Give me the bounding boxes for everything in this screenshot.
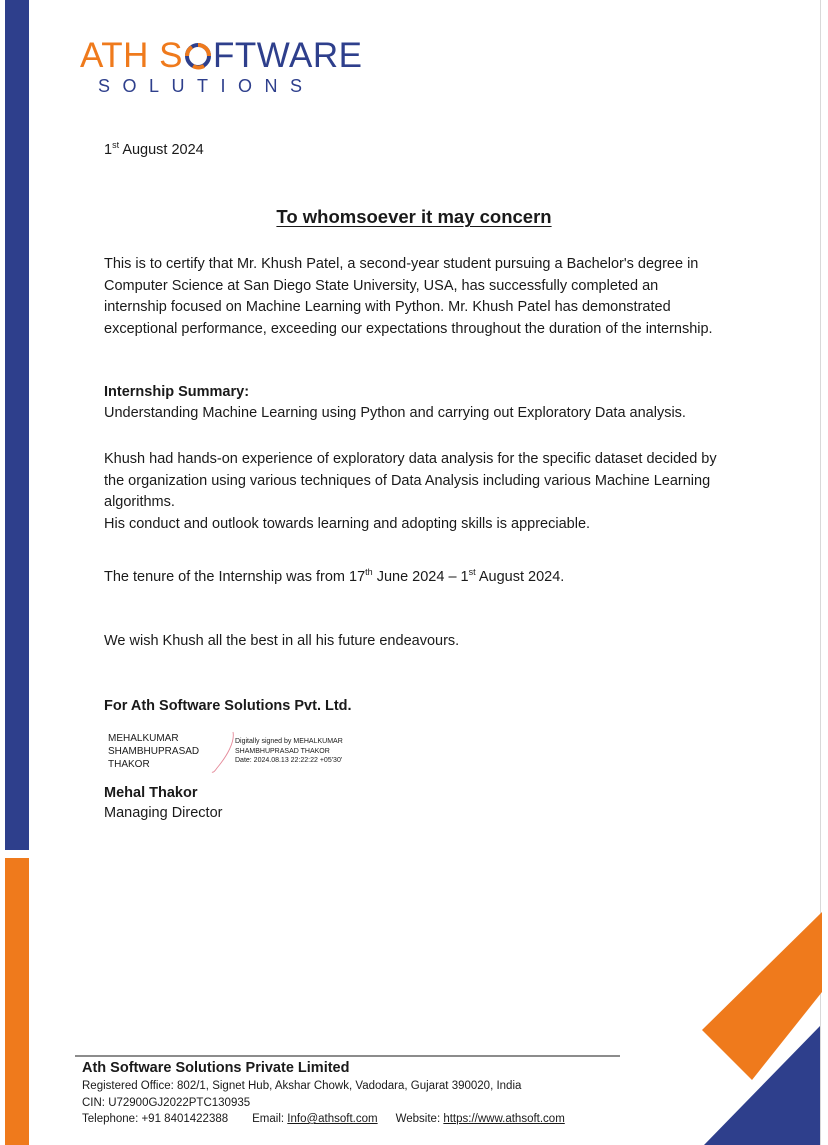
logo-text-left: ATH S bbox=[80, 36, 183, 75]
for-company-line: For Ath Software Solutions Pvt. Ltd. bbox=[104, 698, 352, 714]
summary-title: Internship Summary: bbox=[104, 384, 250, 400]
logo-subtitle: SOLUTIONS bbox=[98, 76, 315, 96]
footer-divider bbox=[75, 1055, 620, 1057]
logo-text-right: FTWARE bbox=[212, 36, 363, 75]
signer-title: Managing Director bbox=[104, 805, 223, 821]
footer-company-name: Ath Software Solutions Private Limited bbox=[82, 1060, 350, 1076]
paragraph-certification: This is to certify that Mr. Khush Patel, a second-year student pursuing a Bachelor's degree in Computer Science at San Diego State University, USA, has successfully completed an internship focused on Machine Learning with Python. Mr. Khush Patel has demonstrated exceptional performance, exceeding our expectations throughout the duration of the internship. bbox=[104, 256, 713, 338]
signer-name: Mehal Thakor bbox=[104, 785, 198, 801]
tenure-text: The tenure of the Internship was from 17th June 2024 – 1st August 2024. bbox=[104, 567, 565, 585]
left-orange-bar bbox=[5, 858, 29, 1145]
footer-contact: Telephone: +91 8401422388 Email: Info@athsoft.com Website: https://www.athsoft.com bbox=[82, 1113, 565, 1125]
footer-cin: CIN: U72900GJ2022PTC130935 bbox=[82, 1097, 251, 1109]
closing-wish: We wish Khush all the best in all his future endeavours. bbox=[104, 633, 460, 649]
digital-signature-name: MEHALKUMAR SHAMBHUPRASAD THAKOR bbox=[108, 733, 200, 770]
footer-email-link[interactable]: Info@athsoft.com bbox=[287, 1113, 378, 1125]
footer-registered-office: Registered Office: 802/1, Signet Hub, Akshar Chowk, Vadodara, Gujarat 390020, India bbox=[82, 1080, 522, 1092]
digital-signature-details: Digitally signed by MEHALKUMAR SHAMBHUPRASAD THAKOR Date: 2024.08.13 22:22:22 +05'30' bbox=[235, 738, 343, 764]
left-blue-bar bbox=[5, 0, 29, 850]
paragraph-conduct: His conduct and outlook towards learning and adopting skills is appreciable. bbox=[104, 516, 591, 532]
letter-heading bbox=[0, 206, 828, 228]
footer-website-link[interactable]: https://www.athsoft.com bbox=[443, 1113, 565, 1125]
corner-decoration bbox=[690, 900, 828, 1145]
heading-text: To whomsoever it may concern bbox=[276, 206, 552, 227]
paragraph-experience: Khush had hands-on experience of exploratory data analysis for the specific dataset decided by the organization using various techniques of Data Analysis including various Machine Learning algorithms. bbox=[104, 451, 717, 511]
logo-swirl-icon bbox=[184, 42, 212, 70]
company-logo bbox=[80, 36, 363, 100]
summary-text: Understanding Machine Learning using Python and carrying out Exploratory Data analysis. bbox=[104, 405, 686, 421]
letter-date: 1st August 2024 bbox=[104, 140, 204, 158]
footer-telephone: Telephone: +91 8401422388 bbox=[82, 1113, 229, 1125]
logo-wordmark bbox=[80, 36, 362, 76]
